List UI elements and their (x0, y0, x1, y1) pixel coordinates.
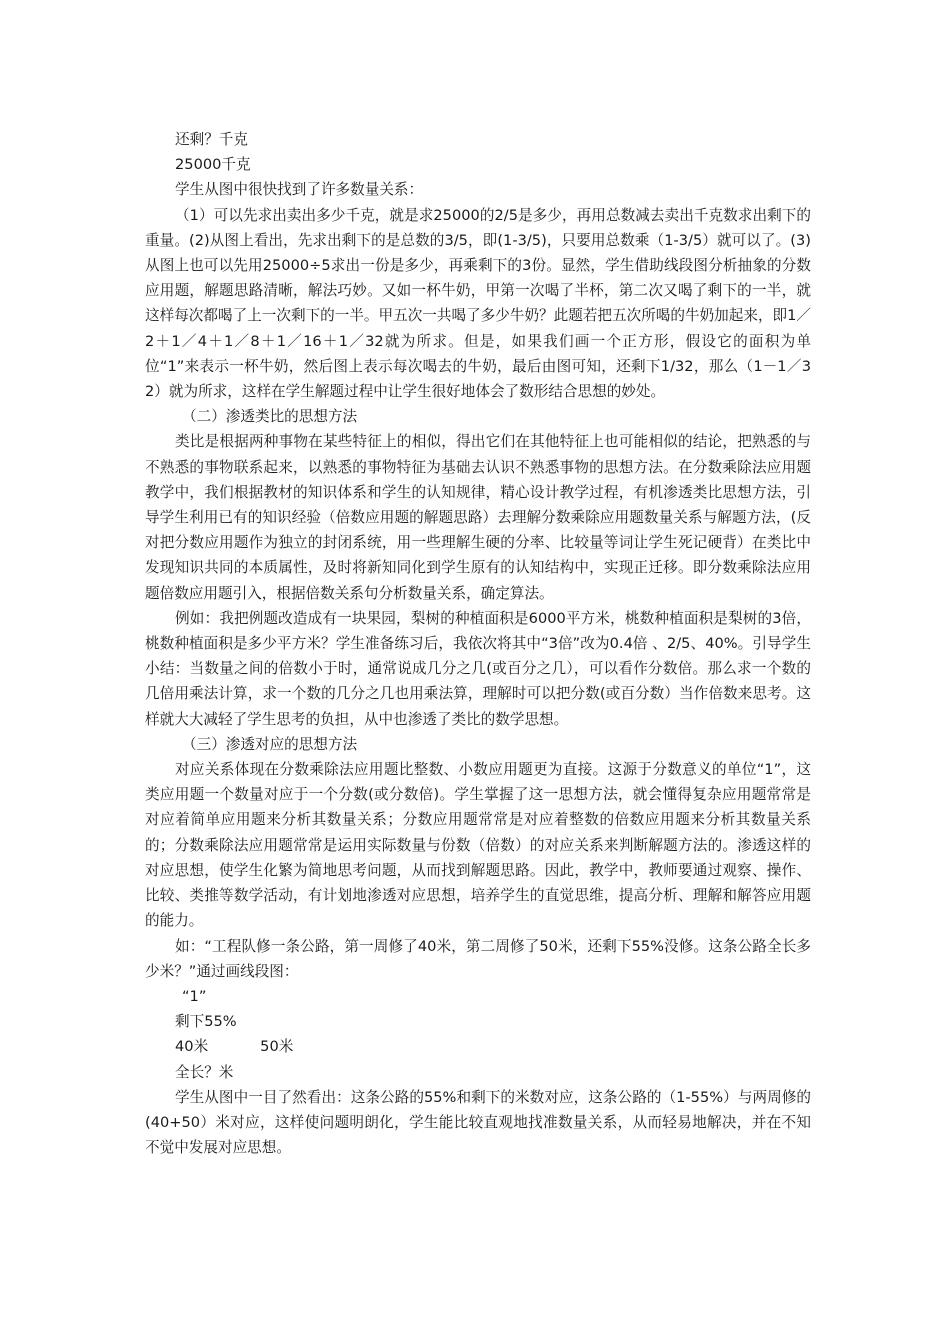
diagram-label-total: 25000千克 (175, 156, 251, 174)
paragraph-2: 类比是根据两种事物在某些特征上的相似，得出它们在其他特征上也可能相似的结论，把熟悉的与不熟悉的事物联系起来，以熟悉的事物特征为基础去认识不熟悉事物的思想方法。在分数乘除法应用题教学中，我们根据教材的知识体系和学生的认知规律，精心设计教学过程，有机渗透类比思想方法，引导学生利用已有的知识经验（倍数应用题的解题思路）去理解分数乘除应用题数量关系与解题方法，(反对把分数应用题作为独立的封闭系统，用一些理解生硬的分率、比较量等词让学生死记硬背）在类比中发现知识共同的本质属性，及时将新知同化到学生原有的认知结构中，实现正迁移。即分数乘除法应用题倍数应用题引入，根据倍数关系句分析数量关系，确定算法。 (145, 433, 811, 602)
paragraph-3: 例如：我把例题改造成有一块果园，梨树的种植面积是6000平方米，桃数种植面积是梨树的3倍，桃数种植面积是多少平方米？学生准备练习后，我依次将其中“3倍”改为0.4倍 、2/5、40%。引导学生小结：当数量之间的倍数小于时，通常说成几分之几(或百分之几），可以看作分数倍。那么求一个数的几倍用乘法计算，求一个数的几分之几也用乘法算，理解时可以把分数(或百分数）当作倍数来思考。这样就大大减轻了学生思考的负担，从中也渗透了类比的数学思想。 (145, 609, 811, 728)
diagram-week2-label: 50米 (260, 1038, 294, 1056)
section-heading-correspondence: （三）渗透对应的思想方法 (182, 735, 358, 753)
paragraph-4: 对应关系体现在分数乘除法应用题比整数、小数应用题更为直接。这源于分数意义的单位“1”，这类应用题一个数量对应于一个分数(或分数倍)。学生掌握了这一思想方法，就会懂得复杂应用题常常是对应着简单应用题来分析其数量关系；分数应用题常常是对应着整数的倍数应用题来分析其数量关系的；分数乘除法应用题常常是运用实际数量与份数（倍数）的对应关系来判断解题方法的。渗透这样的对应思想，使学生化繁为简地思考问题，从而找到解题思路。因此，教学中，教师要通过观察、操作、比较、类推等数学活动，有计划地渗透对应思想，培养学生的直觉思维，提高分析、理解和解答应用题的能力。 (145, 761, 811, 930)
diagram-week1-label: 40米 (175, 1038, 209, 1056)
paragraph-6: 学生从图中一目了然看出：这条公路的55%和剩下的米数对应，这条公路的（1-55%）与两周修的(40+50）米对应，这样使问题明朗化，学生能比较直观地找准数量关系，从而轻易地解决，并在不知不觉中发展对应思想。 (145, 1088, 811, 1157)
text-column (145, 127, 811, 1160)
paragraph-5: 如：“工程队修一条公路，第一周修了40米，第二周修了50米，还剩下55%没修。这条公路全长多少米？”通过画线段图： (145, 937, 811, 980)
intro-line: 学生从图中很快找到了许多数量关系： (175, 181, 424, 199)
diagram-remaining-label: 剩下55% (175, 1013, 237, 1031)
section-heading-analogy: （二）渗透类比的思想方法 (182, 408, 358, 426)
diagram-total-label: 全长？米 (175, 1063, 234, 1081)
diagram-unit-label: “1” (182, 987, 207, 1005)
diagram-weeks-row (145, 1034, 811, 1059)
diagram-label-remaining: 还剩？千克 (175, 131, 248, 148)
paragraph-1: （1）可以先求出卖出多少千克，就是求25000的2/5是多少，再用总数减去卖出千克数求出剩下的重量。(2)从图上看出，先求出剩下的是总数的3/5，即(1-3/5)，只要用总数乘（1-3/5）就可以了。(3)从图上也可以先用25000÷5求出一份是多少，再乘剩下的3份。显然，学生借助线段图分析抽象的分数应用题，解题思路清晰，解法巧妙。又如一杯牛奶，甲第一次喝了半杯，第二次又喝了剩下的一半，就这样每次都喝了上一次剩下的一半。甲五次一共喝了多少牛奶？此题若把五次所喝的牛奶加起来，即1／2＋1／4＋1／8＋1／16＋1／32就为所求。但是，如果我们画一个正方形，假设它的面积为单位“1”来表示一杯牛奶，然后图上表示每次喝去的牛奶，最后由图可知，还剩下1/32，那么（1－1／32）就为所求，这样在学生解题过程中让学生很好地体会了数形结合思想的妙处。 (145, 206, 812, 401)
